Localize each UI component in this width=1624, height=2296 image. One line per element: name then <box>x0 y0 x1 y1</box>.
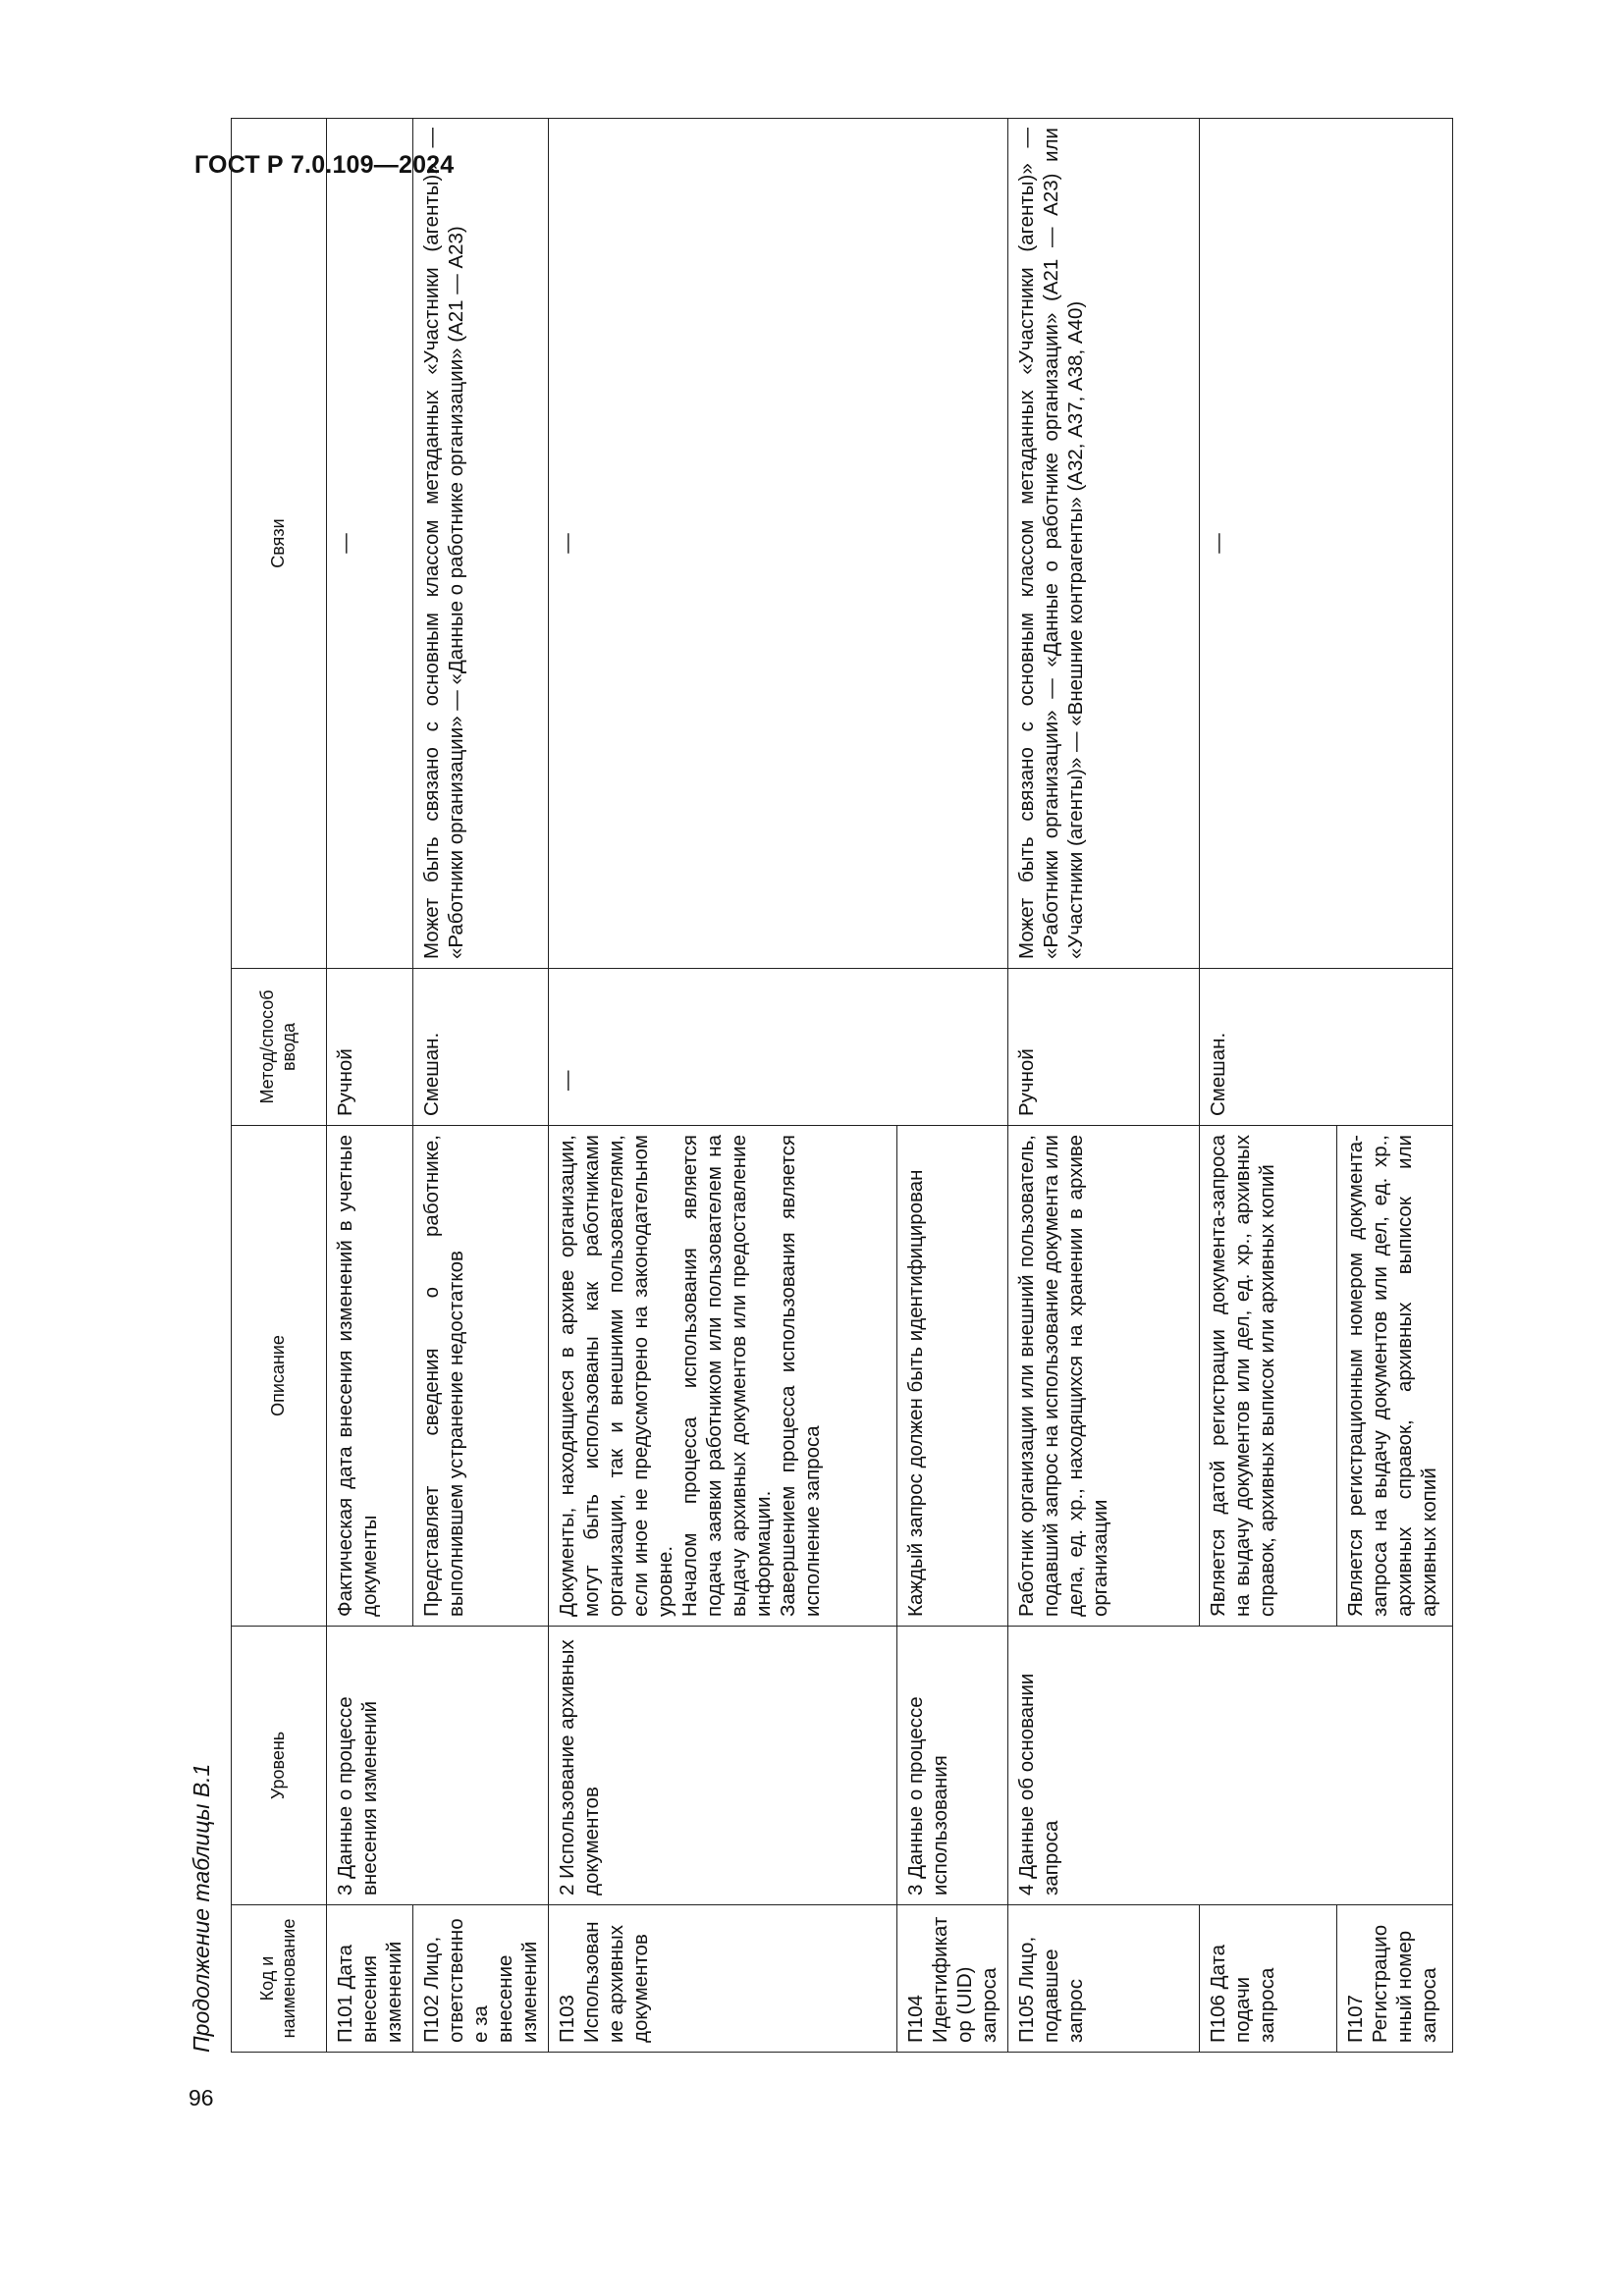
cell-code: П105 Лицо, подавшее запрос <box>1008 1905 1200 2053</box>
column-header-description: Описание <box>232 1126 327 1627</box>
empty-dash: — <box>556 533 578 554</box>
cell-description: Является регистрационным номером документа-запроса на выдачу документов или дел, ед. хр., архивных справок, архивных выписок или архивных копий <box>1337 1126 1453 1627</box>
column-header-level: Уровень <box>232 1627 327 1905</box>
cell-code: П103 Использование архивных документов <box>549 1905 897 2053</box>
rotated-table-block <box>182 119 1438 2053</box>
cell-method: Смешан. <box>1200 969 1453 1126</box>
column-header-code: Код и наименование <box>232 1905 327 2053</box>
column-header-relations: Связи <box>232 119 327 969</box>
empty-dash: — <box>1207 533 1229 554</box>
cell-level: 3 Данные о процессе внесения изменений <box>327 1627 549 1905</box>
table-row <box>1008 119 1200 2053</box>
cell-description: Представляет сведения о работнике, выполнившем устранение недостатков <box>413 1126 549 1627</box>
empty-dash: — <box>334 533 356 554</box>
cell-method <box>549 969 1008 1126</box>
cell-description: Каждый запрос должен быть идентифицирован <box>897 1126 1008 1627</box>
cell-relations <box>327 119 413 969</box>
table-row <box>327 119 413 2053</box>
table-continuation-caption: Продолжение таблицы В.1 <box>189 1763 214 2053</box>
cell-description: Работник организации или внешний пользователь, подавший запрос на использование документа или дела, ед. хр., находящихся на хранении в архиве организации <box>1008 1126 1200 1627</box>
cell-method: Ручной <box>1008 969 1200 1126</box>
cell-method: Смешан. <box>413 969 549 1126</box>
cell-code: П106 Дата подачи запроса <box>1200 1905 1337 2053</box>
cell-relations: Может быть связано с основным классом метаданных «Участники (агенты)» — «Работники организации» — «Данные о работнике организации» (А21 — А23) <box>413 119 549 969</box>
cell-code: П102 Лицо, ответственное за внесение изменений <box>413 1905 549 2053</box>
cell-relations: Может быть связано с основным классом метаданных «Участники (агенты)» — «Работники организации» — «Данные о работнике организации» (А21 — А23) или «Участники (агенты)» — «Внешние контрагенты» (А32, А37, А38, А40) <box>1008 119 1200 969</box>
cell-relations <box>1200 119 1453 969</box>
table-row <box>549 119 897 2053</box>
cell-level: 2 Использование архивных документов <box>549 1627 897 1905</box>
document-standard-header: ГОСТ Р 7.0.109—2024 <box>194 151 455 179</box>
column-header-method: Метод/способ ввода <box>232 969 327 1126</box>
metadata-table <box>231 118 1453 2053</box>
description-paragraph: Завершением процесса использования является исполнение запроса <box>777 1135 824 1617</box>
table-header-row <box>232 119 327 2053</box>
empty-dash: — <box>556 1070 578 1091</box>
description-paragraph: Документы, находящиеся в архиве организации, могут быть использованы как работниками организации, так и внешними пользователями, если иное не предусмотрено на законодательном уровне. <box>556 1135 677 1617</box>
cell-code: П107 Регистрационный номер запроса <box>1337 1905 1453 2053</box>
cell-method: Ручной <box>327 969 413 1126</box>
page-number: 96 <box>189 2085 214 2110</box>
cell-description <box>549 1126 897 1627</box>
cell-level: 3 Данные о процессе использования <box>897 1627 1008 1905</box>
cell-description: Является датой регистрации документа-запроса на выдачу документов или дел, ед. хр., архивных справок, архивных выписок или архивных копий <box>1200 1126 1337 1627</box>
cell-code: П104 Идентификатор (UID) запроса <box>897 1905 1008 2053</box>
cell-level: 4 Данные об основании запроса <box>1008 1627 1453 1905</box>
cell-relations <box>549 119 1008 969</box>
description-paragraph: Началом процесса использования является подача заявки работником или пользователем на выдачу архивных документов или предоставление информации. <box>678 1135 775 1617</box>
cell-description: Фактическая дата внесения изменений в учетные документы <box>327 1126 413 1627</box>
cell-code: П101 Дата внесения изменений <box>327 1905 413 2053</box>
